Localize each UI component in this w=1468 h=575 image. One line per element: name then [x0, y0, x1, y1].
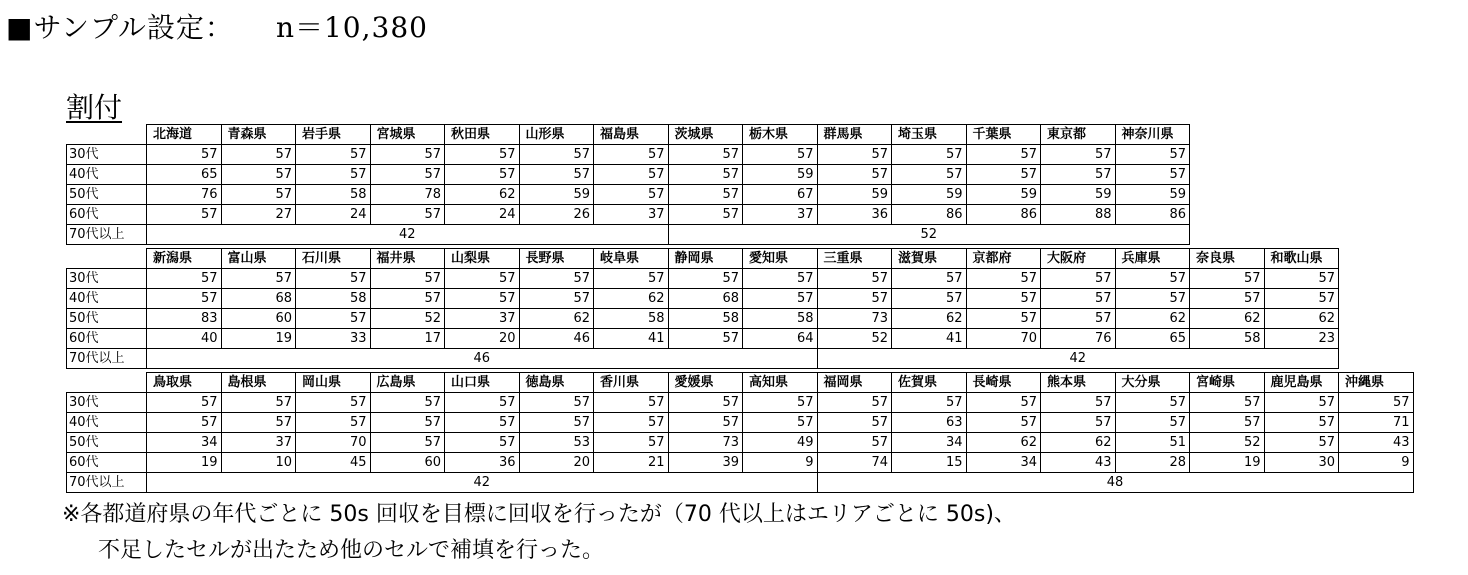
table-cell: 57: [147, 205, 222, 225]
table-cell: 57: [296, 309, 371, 329]
prefecture-header: 山形県: [519, 125, 594, 145]
age-label: 50代: [67, 433, 147, 453]
table-cell: 57: [1264, 413, 1339, 433]
table-cell: 57: [966, 289, 1041, 309]
table-cell: 40: [147, 329, 222, 349]
table-cell: 57: [966, 165, 1041, 185]
table-cell: 62: [1041, 433, 1116, 453]
prefecture-header: 静岡県: [668, 249, 743, 269]
table-cell: 59: [519, 185, 594, 205]
table-cell: 57: [445, 165, 520, 185]
table-cell: 57: [519, 269, 594, 289]
table-cell: 57: [668, 145, 743, 165]
table-cell: 60: [370, 453, 445, 473]
table-cell: 59: [892, 185, 967, 205]
table-cell: 19: [147, 453, 222, 473]
prefecture-header: 東京都: [1041, 125, 1116, 145]
corner-cell: [67, 125, 147, 145]
table-cell: 62: [1190, 309, 1265, 329]
age-label: 70代以上: [67, 349, 147, 369]
table-cell: 73: [817, 309, 892, 329]
table-cell: 86: [1115, 205, 1190, 225]
table-cell: 57: [966, 145, 1041, 165]
table-cell: 57: [1115, 145, 1190, 165]
table-cell: 57: [370, 205, 445, 225]
table-cell: 57: [817, 289, 892, 309]
age-label: 30代: [67, 145, 147, 165]
table-cell: 68: [221, 289, 296, 309]
area-group-cell: 52: [668, 225, 1190, 245]
table-cell: 57: [1041, 309, 1116, 329]
table-cell: 57: [668, 393, 743, 413]
table-cell: 57: [594, 185, 669, 205]
table-cell: 78: [370, 185, 445, 205]
table-cell: 57: [594, 433, 669, 453]
table-cell: 57: [892, 165, 967, 185]
prefecture-header: 滋賀県: [892, 249, 967, 269]
allocation-table: [66, 248, 1339, 369]
table-cell: 57: [668, 165, 743, 185]
table-cell: 57: [1190, 393, 1265, 413]
table-cell: 57: [892, 393, 967, 413]
table-cell: 57: [221, 413, 296, 433]
prefecture-header: 秋田県: [445, 125, 520, 145]
table-cell: 57: [966, 309, 1041, 329]
table-cell: 37: [743, 205, 818, 225]
area-group-cell: 42: [817, 349, 1339, 369]
table-cell: 57: [147, 269, 222, 289]
table-cell: 57: [519, 145, 594, 165]
table-cell: 57: [445, 269, 520, 289]
table-cell: 57: [1041, 145, 1116, 165]
table-cell: 26: [519, 205, 594, 225]
table-cell: 57: [743, 413, 818, 433]
table-cell: 57: [1041, 165, 1116, 185]
area-group-cell: 48: [817, 473, 1413, 493]
table-cell: 62: [594, 289, 669, 309]
table-cell: 57: [594, 393, 669, 413]
prefecture-header: 大阪府: [1041, 249, 1116, 269]
table-cell: 57: [1190, 413, 1265, 433]
table-row: [67, 269, 1339, 289]
table-cell: 73: [668, 433, 743, 453]
table-row-70plus: [67, 349, 1339, 369]
table-cell: 57: [892, 269, 967, 289]
table-cell: 45: [296, 453, 371, 473]
table-cell: 59: [743, 165, 818, 185]
age-label: 70代以上: [67, 473, 147, 493]
table-cell: 57: [1339, 393, 1414, 413]
table-cell: 41: [594, 329, 669, 349]
prefecture-header: 長野県: [519, 249, 594, 269]
table-cell: 70: [296, 433, 371, 453]
age-label: 30代: [67, 393, 147, 413]
table-cell: 19: [1190, 453, 1265, 473]
table-cell: 63: [892, 413, 967, 433]
prefecture-header: 福岡県: [817, 373, 892, 393]
table-row: [67, 329, 1339, 349]
table-cell: 62: [519, 309, 594, 329]
table-cell: 57: [743, 289, 818, 309]
prefecture-header: 佐賀県: [892, 373, 967, 393]
table-cell: 57: [1115, 393, 1190, 413]
prefecture-header: 島根県: [221, 373, 296, 393]
table-cell: 57: [743, 393, 818, 413]
table-cell: 86: [892, 205, 967, 225]
table-cell: 28: [1115, 453, 1190, 473]
table-cell: 57: [147, 289, 222, 309]
table-cell: 62: [966, 433, 1041, 453]
table-cell: 65: [1115, 329, 1190, 349]
table-cell: 67: [743, 185, 818, 205]
table-cell: 36: [817, 205, 892, 225]
table-cell: 57: [147, 413, 222, 433]
table-cell: 57: [817, 165, 892, 185]
table-cell: 68: [668, 289, 743, 309]
table-cell: 57: [370, 433, 445, 453]
prefecture-header: 大分県: [1115, 373, 1190, 393]
prefecture-header: 高知県: [743, 373, 818, 393]
table-row: [67, 433, 1414, 453]
table-cell: 57: [296, 413, 371, 433]
table-cell: 57: [966, 413, 1041, 433]
table-cell: 57: [370, 165, 445, 185]
table-cell: 57: [817, 145, 892, 165]
table-cell: 58: [296, 185, 371, 205]
sample-size: n＝10,380: [275, 11, 428, 44]
table-cell: 39: [668, 453, 743, 473]
table-cell: 71: [1339, 413, 1414, 433]
age-label: 60代: [67, 205, 147, 225]
table-cell: 51: [1115, 433, 1190, 453]
table-cell: 57: [370, 413, 445, 433]
table-cell: 57: [519, 393, 594, 413]
age-label: 30代: [67, 269, 147, 289]
table-row: [67, 413, 1414, 433]
age-label: 50代: [67, 309, 147, 329]
table-cell: 57: [966, 269, 1041, 289]
table-cell: 57: [370, 269, 445, 289]
table-cell: 21: [594, 453, 669, 473]
table-cell: 57: [147, 393, 222, 413]
table-cell: 46: [519, 329, 594, 349]
table-cell: 15: [892, 453, 967, 473]
table-cell: 59: [1041, 185, 1116, 205]
prefecture-header: 神奈川県: [1115, 125, 1190, 145]
prefecture-header: 福井県: [370, 249, 445, 269]
prefecture-header: 千葉県: [966, 125, 1041, 145]
table-cell: 57: [370, 145, 445, 165]
table-cell: 57: [1041, 393, 1116, 413]
table-cell: 57: [668, 329, 743, 349]
table-cell: 57: [296, 393, 371, 413]
prefecture-header: 岡山県: [296, 373, 371, 393]
table-cell: 62: [1264, 309, 1339, 329]
table-cell: 57: [519, 413, 594, 433]
table-cell: 57: [445, 413, 520, 433]
table-row: [67, 393, 1414, 413]
table-cell: 27: [221, 205, 296, 225]
table-cell: 83: [147, 309, 222, 329]
table-cell: 57: [817, 413, 892, 433]
prefecture-header: 山梨県: [445, 249, 520, 269]
prefecture-header: 広島県: [370, 373, 445, 393]
table-cell: 49: [743, 433, 818, 453]
table-cell: 41: [892, 329, 967, 349]
age-label: 50代: [67, 185, 147, 205]
allocation-heading: 割付: [66, 91, 123, 124]
table-cell: 57: [221, 269, 296, 289]
table-cell: 43: [1041, 453, 1116, 473]
table-cell: 86: [966, 205, 1041, 225]
table-cell: 59: [966, 185, 1041, 205]
prefecture-header: 愛媛県: [668, 373, 743, 393]
table-cell: 57: [1041, 413, 1116, 433]
table-cell: 57: [1041, 269, 1116, 289]
table-cell: 59: [817, 185, 892, 205]
table-cell: 57: [445, 433, 520, 453]
table-cell: 57: [668, 185, 743, 205]
table-cell: 19: [221, 329, 296, 349]
table-cell: 57: [594, 165, 669, 185]
table-cell: 30: [1264, 453, 1339, 473]
prefecture-header: 岩手県: [296, 125, 371, 145]
table-cell: 37: [221, 433, 296, 453]
prefecture-header: 茨城県: [668, 125, 743, 145]
header-row: [67, 125, 1190, 145]
table-cell: 64: [743, 329, 818, 349]
table-cell: 57: [296, 269, 371, 289]
table-cell: 33: [296, 329, 371, 349]
table-cell: 57: [817, 433, 892, 453]
table-cell: 57: [966, 393, 1041, 413]
age-label: 70代以上: [67, 225, 147, 245]
table-cell: 62: [892, 309, 967, 329]
table-cell: 57: [445, 393, 520, 413]
table-cell: 34: [147, 433, 222, 453]
table-cell: 24: [445, 205, 520, 225]
prefecture-header: 新潟県: [147, 249, 222, 269]
age-label: 40代: [67, 165, 147, 185]
table-cell: 58: [668, 309, 743, 329]
table-cell: 53: [519, 433, 594, 453]
table-cell: 57: [1115, 289, 1190, 309]
table-cell: 57: [1264, 289, 1339, 309]
prefecture-header: 徳島県: [519, 373, 594, 393]
table-cell: 57: [892, 145, 967, 165]
table-cell: 70: [966, 329, 1041, 349]
area-group-cell: 42: [147, 473, 818, 493]
table-cell: 52: [1190, 433, 1265, 453]
allocation-table: [66, 372, 1414, 493]
prefecture-header: 熊本県: [1041, 373, 1116, 393]
table-cell: 17: [370, 329, 445, 349]
table-cell: 57: [1190, 289, 1265, 309]
table-cell: 58: [743, 309, 818, 329]
table-row-70plus: [67, 225, 1190, 245]
table-cell: 36: [445, 453, 520, 473]
prefecture-header: 沖縄県: [1339, 373, 1414, 393]
prefecture-header: 鳥取県: [147, 373, 222, 393]
table-cell: 57: [370, 289, 445, 309]
prefecture-header: 岐阜県: [594, 249, 669, 269]
prefecture-header: 愛知県: [743, 249, 818, 269]
table-cell: 57: [1264, 393, 1339, 413]
table-cell: 23: [1264, 329, 1339, 349]
prefecture-header: 京都府: [966, 249, 1041, 269]
table-row: [67, 289, 1339, 309]
table-cell: 60: [221, 309, 296, 329]
table-cell: 52: [370, 309, 445, 329]
prefecture-header: 北海道: [147, 125, 222, 145]
table-row: [67, 309, 1339, 329]
prefecture-header: 香川県: [594, 373, 669, 393]
header-row: [67, 249, 1339, 269]
table-cell: 57: [221, 145, 296, 165]
corner-cell: [67, 373, 147, 393]
table-cell: 57: [594, 145, 669, 165]
table-cell: 57: [1190, 269, 1265, 289]
table-cell: 57: [1115, 413, 1190, 433]
prefecture-header: 兵庫県: [1115, 249, 1190, 269]
table-cell: 10: [221, 453, 296, 473]
table-cell: 88: [1041, 205, 1116, 225]
header-row: [67, 373, 1414, 393]
age-label: 40代: [67, 413, 147, 433]
age-label: 40代: [67, 289, 147, 309]
prefecture-header: 宮城県: [370, 125, 445, 145]
table-cell: 57: [594, 413, 669, 433]
table-cell: 57: [519, 289, 594, 309]
table-cell: 58: [1190, 329, 1265, 349]
prefecture-header: 宮崎県: [1190, 373, 1265, 393]
table-row: [67, 205, 1190, 225]
table-cell: 57: [370, 393, 445, 413]
table-row-70plus: [67, 473, 1414, 493]
table-cell: 57: [668, 413, 743, 433]
table-cell: 57: [1115, 269, 1190, 289]
table-cell: 57: [221, 165, 296, 185]
table-cell: 76: [1041, 329, 1116, 349]
prefecture-header: 富山県: [221, 249, 296, 269]
prefecture-header: 長崎県: [966, 373, 1041, 393]
age-label: 60代: [67, 329, 147, 349]
table-cell: 37: [594, 205, 669, 225]
table-cell: 57: [743, 145, 818, 165]
table-row: [67, 145, 1190, 165]
table-cell: 57: [296, 145, 371, 165]
note-line-2: 不足したセルが出たため他のセルで補填を行った。: [98, 538, 605, 563]
table-cell: 57: [221, 393, 296, 413]
table-cell: 52: [817, 329, 892, 349]
table-row: [67, 185, 1190, 205]
table-cell: 62: [445, 185, 520, 205]
table-cell: 59: [1115, 185, 1190, 205]
corner-cell: [67, 249, 147, 269]
prefecture-header: 和歌山県: [1264, 249, 1339, 269]
note-line-1: ※各都道府県の年代ごとに 50s 回収を目標に回収を行ったが（70 代以上はエリアごとに 50s)、: [62, 502, 1016, 527]
table-cell: 57: [594, 269, 669, 289]
area-group-cell: 46: [147, 349, 818, 369]
table-cell: 57: [445, 145, 520, 165]
table-cell: 57: [817, 269, 892, 289]
prefecture-header: 群馬県: [817, 125, 892, 145]
table-cell: 76: [147, 185, 222, 205]
table-cell: 34: [892, 433, 967, 453]
table-cell: 57: [221, 185, 296, 205]
prefecture-header: 奈良県: [1190, 249, 1265, 269]
table-cell: 57: [1041, 289, 1116, 309]
table-row: [67, 453, 1414, 473]
prefecture-header: 三重県: [817, 249, 892, 269]
table-row: [67, 165, 1190, 185]
table-cell: 57: [817, 393, 892, 413]
table-cell: 57: [668, 205, 743, 225]
table-cell: 20: [445, 329, 520, 349]
table-cell: 57: [668, 269, 743, 289]
prefecture-header: 青森県: [221, 125, 296, 145]
prefecture-header: 鹿児島県: [1264, 373, 1339, 393]
table-cell: 58: [296, 289, 371, 309]
table-cell: 9: [1339, 453, 1414, 473]
table-cell: 57: [1115, 165, 1190, 185]
table-cell: 43: [1339, 433, 1414, 453]
table-cell: 58: [594, 309, 669, 329]
table-cell: 57: [892, 289, 967, 309]
table-cell: 9: [743, 453, 818, 473]
table-cell: 74: [817, 453, 892, 473]
table-cell: 57: [147, 145, 222, 165]
table-cell: 62: [1115, 309, 1190, 329]
title-label: ■サンプル設定：: [6, 11, 234, 44]
table-cell: 57: [1264, 433, 1339, 453]
table-cell: 57: [519, 165, 594, 185]
page-title: [6, 6, 428, 46]
table-cell: 37: [445, 309, 520, 329]
table-cell: 57: [743, 269, 818, 289]
allocation-table: [66, 124, 1190, 245]
area-group-cell: 42: [147, 225, 669, 245]
table-cell: 57: [445, 289, 520, 309]
prefecture-header: 福島県: [594, 125, 669, 145]
prefecture-header: 山口県: [445, 373, 520, 393]
table-cell: 57: [1264, 269, 1339, 289]
table-cell: 20: [519, 453, 594, 473]
table-cell: 34: [966, 453, 1041, 473]
table-cell: 24: [296, 205, 371, 225]
prefecture-header: 栃木県: [743, 125, 818, 145]
age-label: 60代: [67, 453, 147, 473]
prefecture-header: 石川県: [296, 249, 371, 269]
table-cell: 57: [296, 165, 371, 185]
prefecture-header: 埼玉県: [892, 125, 967, 145]
table-cell: 65: [147, 165, 222, 185]
